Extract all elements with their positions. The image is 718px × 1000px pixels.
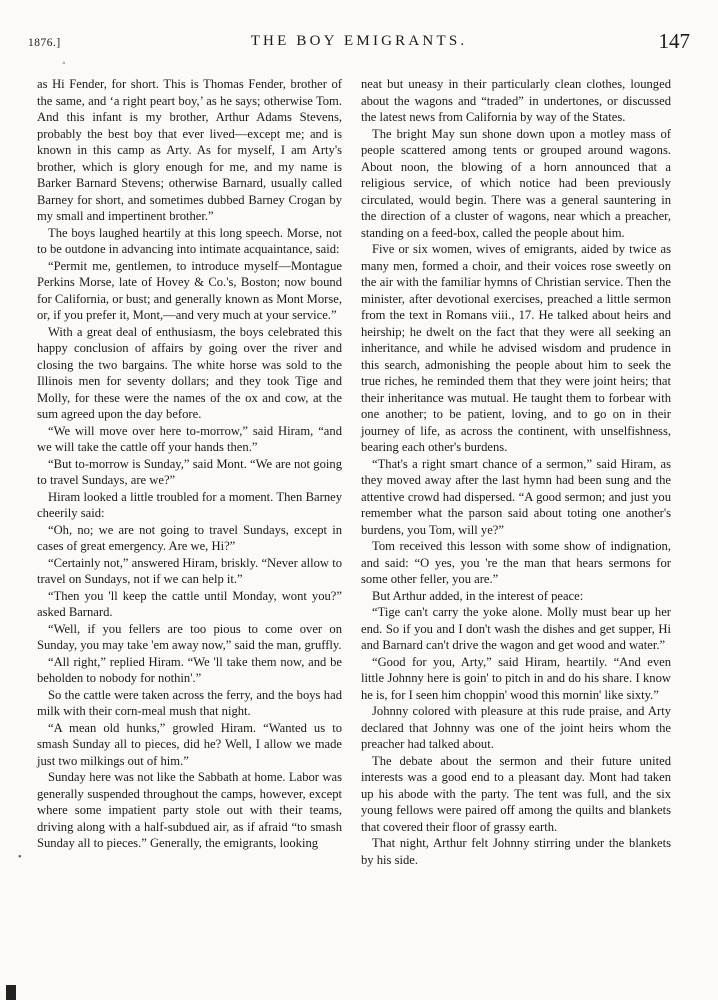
left-column [37, 76, 342, 852]
print-speck: ◦ [62, 58, 66, 69]
right-column [361, 76, 671, 868]
paragraph: “Good for you, Arty,” said Hiram, heartily. “And even little Johnny here is goin' to pitch in and do his share. I know he is, for I seen him choppin' wood this mornin' like sixty.” [361, 654, 671, 702]
paragraph: “We will move over here to-morrow,” said Hiram, “and we will take the cattle off your hands then.” [37, 423, 342, 454]
paragraph: So the cattle were taken across the ferry, and the boys had milk with their corn-meal mush that night. [37, 687, 342, 718]
paragraph: “But to-morrow is Sunday,” said Mont. “We are not going to travel Sundays, are we?” [37, 456, 342, 487]
paragraph: “Well, if you fellers are too pious to come over on Sunday, you may take 'em away now,” said the man, gruffly. [37, 621, 342, 652]
paragraph: The debate about the sermon and their future united interests was a good end to a pleasant day. Mont had taken up his abode with the party. The tent was full, and the six young fellows were paired off among the quilts and blankets that covered their floor of grassy earth. [361, 753, 671, 834]
issue-date: 1876.] [28, 37, 61, 49]
paragraph: as Hi Fender, for short. This is Thomas Fender, brother of the same, and ‘a right peart boy,’ as he says; otherwise Tom. And this infant is my brother, Arthur Adams Stevens, probably the best boy that ever lived—except me; and is known in this camp as Arty. As for myself, I am Arty's brother, which is glory enough for me, and my name is Barker Barnard Stevens; otherwise Barnard, usually called Barney for short, and sometimes dubbed Barney Crogan by my small and impertinent brother.” [37, 77, 342, 223]
paragraph: “A mean old hunks,” growled Hiram. “Wanted us to smash Sunday all to pieces, did he? Well, I allow we made just two milkings out of him.” [37, 720, 342, 768]
paragraph: Sunday here was not like the Sabbath at home. Labor was generally suspended throughout the camps, however, except where some impatient party stole out with their teams, driving along with a half-subdued air, as if afraid “to smash Sunday all to pieces.” Generally, the emigrants, looking [37, 770, 342, 850]
paragraph: With a great deal of enthusiasm, the boys celebrated this happy conclusion of affairs by going over the river and closing the two bargains. The white horse was sold to the Illinois men for seventy dollars; and they took Tige and Molly, for these were the names of the ox and cow, at the sum agreed upon the day before. [37, 324, 342, 421]
paragraph: Tom received this lesson with some show of indignation, and said: “O yes, you 're the man that hears sermons for some other feller, you are.” [361, 539, 671, 586]
paragraph: Hiram looked a little troubled for a moment. Then Barney cheerily said: [37, 489, 342, 520]
paragraph: That night, Arthur felt Johnny stirring under the blankets by his side. [361, 836, 671, 867]
paragraph: But Arthur added, in the interest of peace: [372, 588, 584, 603]
paragraph: Five or six women, wives of emigrants, aided by twice as many men, formed a choir, and their voices rose sweetly on the air with the familiar hymns of Christian service. Then the minister, after devotional exercises, preached a little sermon from the text in Romans viii., 17. He talked about heirs and heirship; he dwelt on the fact that they were all seeking an inheritance, and while he advised wisdom and prudence in this search, admonishing the people about him to seek the true riches, he reminded them that they were joint heirs; that their inheritance was mutual. He taught them to forbear with one another; to be patient, loving, and to go on in their journey of life, as across the continent, with unselfishness, bearing each other's burdens. [361, 242, 671, 454]
paragraph: “Oh, no; we are not going to travel Sundays, except in cases of great emergency. Are we, Hi?” [37, 522, 342, 553]
paragraph: “Certainly not,” answered Hiram, briskly. “Never allow to travel on Sundays, not if we can help it.” [37, 555, 342, 586]
paragraph: The boys laughed heartily at this long speech. Morse, not to be outdone in advancing into intimate acquaintance, said: [37, 225, 342, 256]
paragraph: Johnny colored with pleasure at this rude praise, and Arty declared that Johnny was one of the joint heirs whom the preacher had talked about. [361, 704, 671, 751]
paragraph: “That's a right smart chance of a sermon,” said Hiram, as they moved away after the last hymn had been sung and the attentive crowd had dispersed. “A good sermon; and just you remember what the parson said about toting one another's burdens, you Tom, will ye?” [361, 456, 671, 537]
paragraph: “Tige can't carry the yoke alone. Molly must bear up her end. So if you and I don't wash the dishes and get supper, Hi and Barnard can't drive the wagon and get wood and water.” [361, 605, 671, 652]
paragraph: neat but uneasy in their particularly clean clothes, lounged about the wagons and “traded” in undertones, or discussed the latest news from California by way of the States. [361, 77, 671, 124]
page-header [28, 31, 690, 55]
print-speck: • [18, 852, 22, 863]
paragraph: The bright May sun shone down upon a motley mass of people scattered among tents or grouped around wagons. About noon, the blowing of a horn announced that a religious service, of which notice had been previously circulated, would begin. There was a general sauntering in the direction of a cluster of wagons, near which a preacher, standing on a feed-box, called the people about him. [361, 126, 671, 240]
paragraph: “Then you 'll keep the cattle until Monday, wont you?” asked Barnard. [37, 588, 342, 619]
scan-edge-mark [6, 985, 16, 1000]
paragraph: “All right,” replied Hiram. “We 'll take them now, and be beholden to nobody for nothin'.” [37, 654, 342, 685]
running-title: THE BOY EMIGRANTS. [250, 33, 468, 49]
paragraph: “Permit me, gentlemen, to introduce myself—Montague Perkins Morse, late of Hovey & Co.'s, Boston; now bound for California, or bust; and generally known as Mont Morse, or, if you prefer it, Mont,—and very much at your service.” [37, 258, 342, 322]
page-number: 147 [658, 29, 690, 53]
